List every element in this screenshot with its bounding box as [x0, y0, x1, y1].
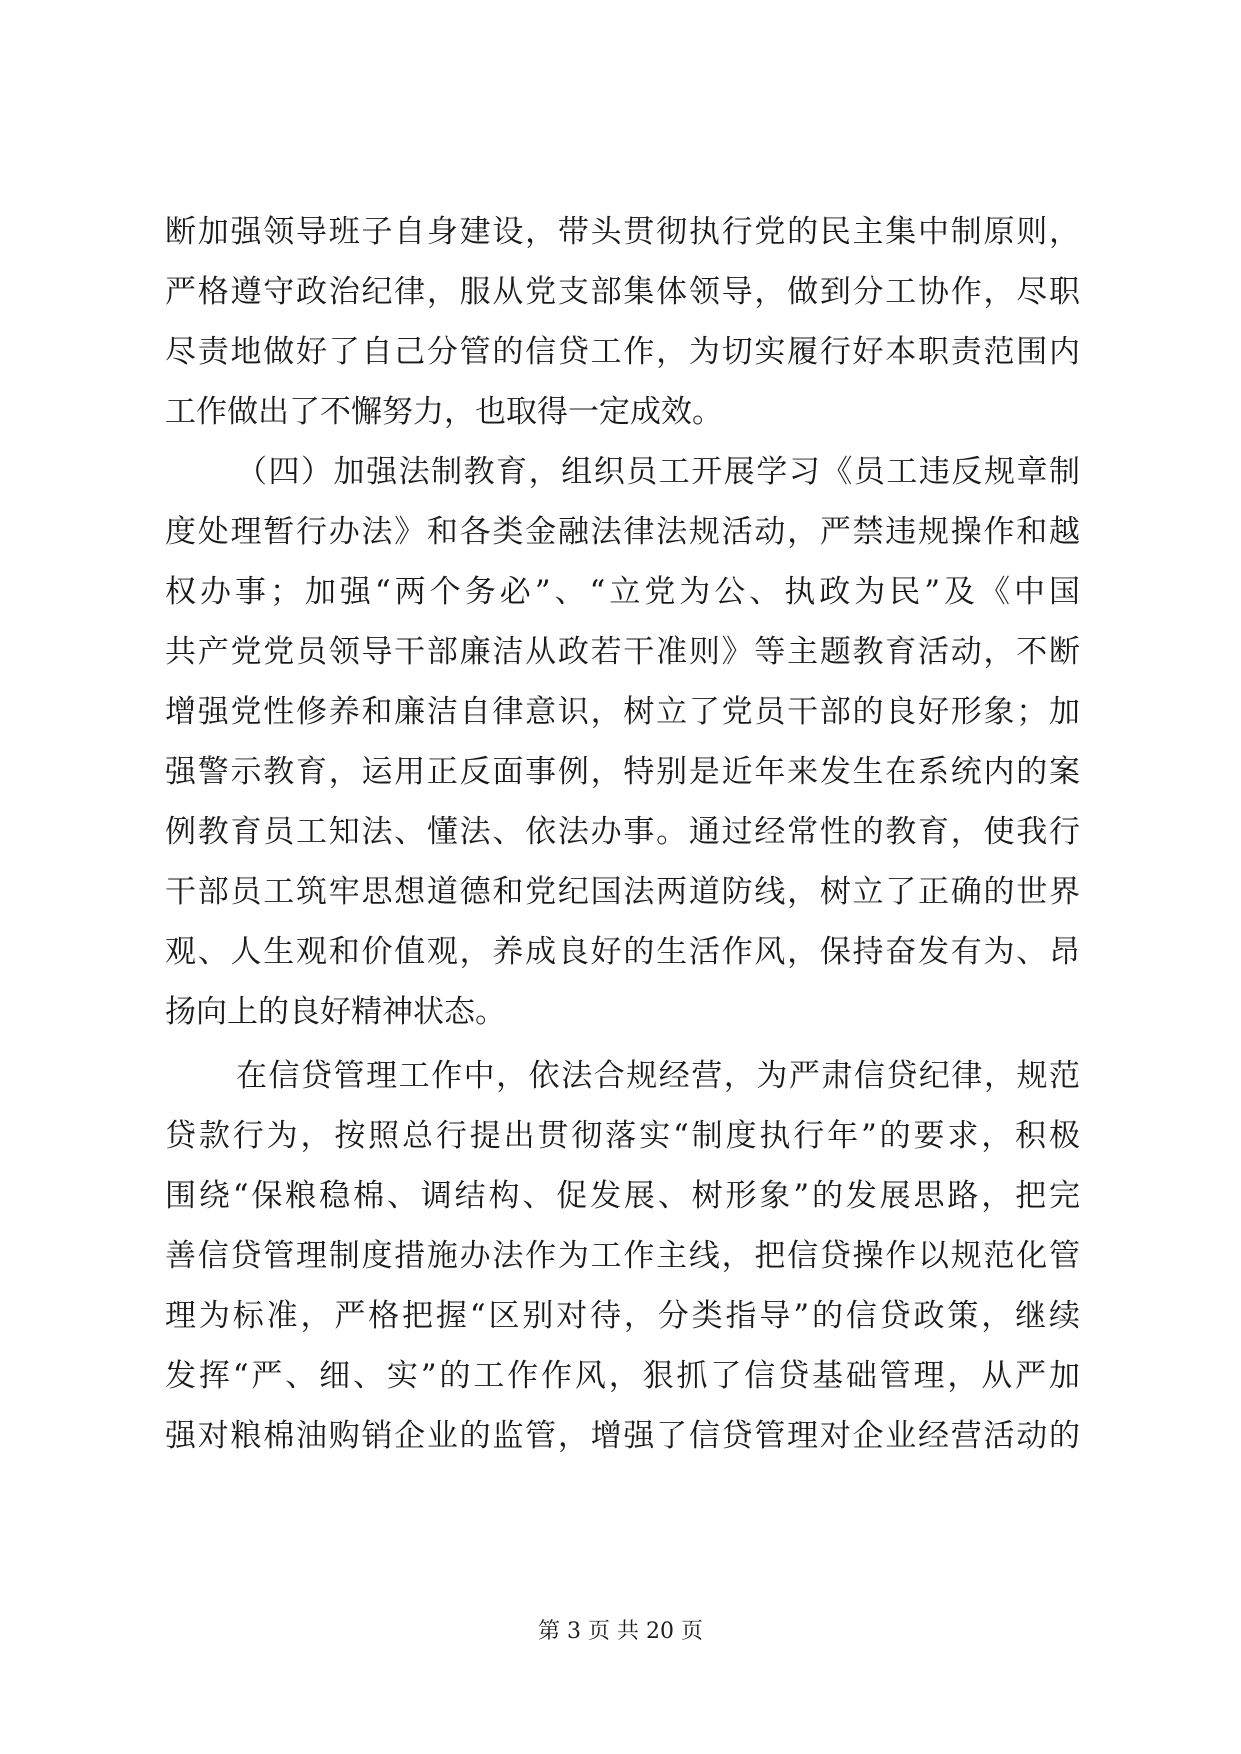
- text-line: 增强党性修养和廉洁自律意识，树立了党员干部的良好形象；加: [165, 694, 1080, 730]
- text-line: 扬向上的良好精神状态。: [165, 994, 506, 1030]
- text-line: 干部员工筑牢思想道德和党纪国法两道防线，树立了正确的世界: [165, 874, 1080, 910]
- text-line: 严格遵守政治纪律，服从党支部集体领导，做到分工协作，尽职: [165, 274, 1080, 310]
- text-line: 例教育员工知法、懂法、依法办事。通过经常性的教育，使我行: [165, 814, 1080, 850]
- text-line: 发挥“严、细、实”的工作作风，狠抓了信贷基础管理，从严加: [165, 1358, 1080, 1394]
- text-line: 强对粮棉油购销企业的监管，增强了信贷管理对企业经营活动的: [165, 1418, 1080, 1454]
- paragraph-start-line: （四）加强法制教育，组织员工开展学习《员工违反规章制: [236, 454, 1080, 490]
- text-line: 强警示教育，运用正反面事例，特别是近年来发生在系统内的案: [165, 754, 1080, 790]
- text-line: 贷款行为，按照总行提出贯彻落实“制度执行年”的要求，积极: [165, 1118, 1080, 1154]
- text-line: 观、人生观和价值观，养成良好的生活作风，保持奋发有为、昂: [165, 934, 1080, 970]
- text-line: 尽责地做好了自己分管的信贷工作，为切实履行好本职责范围内: [165, 334, 1080, 370]
- text-line: 理为标准，严格把握“区别对待，分类指导”的信贷政策，继续: [165, 1298, 1080, 1334]
- text-line: 共产党党员领导干部廉洁从政若干准则》等主题教育活动，不断: [165, 634, 1080, 670]
- text-line: 围绕“保粮稳棉、调结构、促发展、树形象”的发展思路，把完: [165, 1178, 1080, 1214]
- text-line: 度处理暂行办法》和各类金融法律法规活动，严禁违规操作和越: [165, 514, 1080, 550]
- text-line: 断加强领导班子自身建设，带头贯彻执行党的民主集中制原则，: [165, 214, 1080, 250]
- page-number-footer: 第 3 页 共 20 页: [538, 1619, 703, 1644]
- paragraph-start-line: 在信贷管理工作中，依法合规经营，为严肃信贷纪律，规范: [236, 1058, 1080, 1094]
- text-line: 善信贷管理制度措施办法作为工作主线，把信贷操作以规范化管: [165, 1238, 1080, 1274]
- text-line: 工作做出了不懈努力，也取得一定成效。: [165, 394, 723, 430]
- text-line: 权办事；加强“两个务必”、“立党为公、执政为民”及《中国: [165, 574, 1080, 610]
